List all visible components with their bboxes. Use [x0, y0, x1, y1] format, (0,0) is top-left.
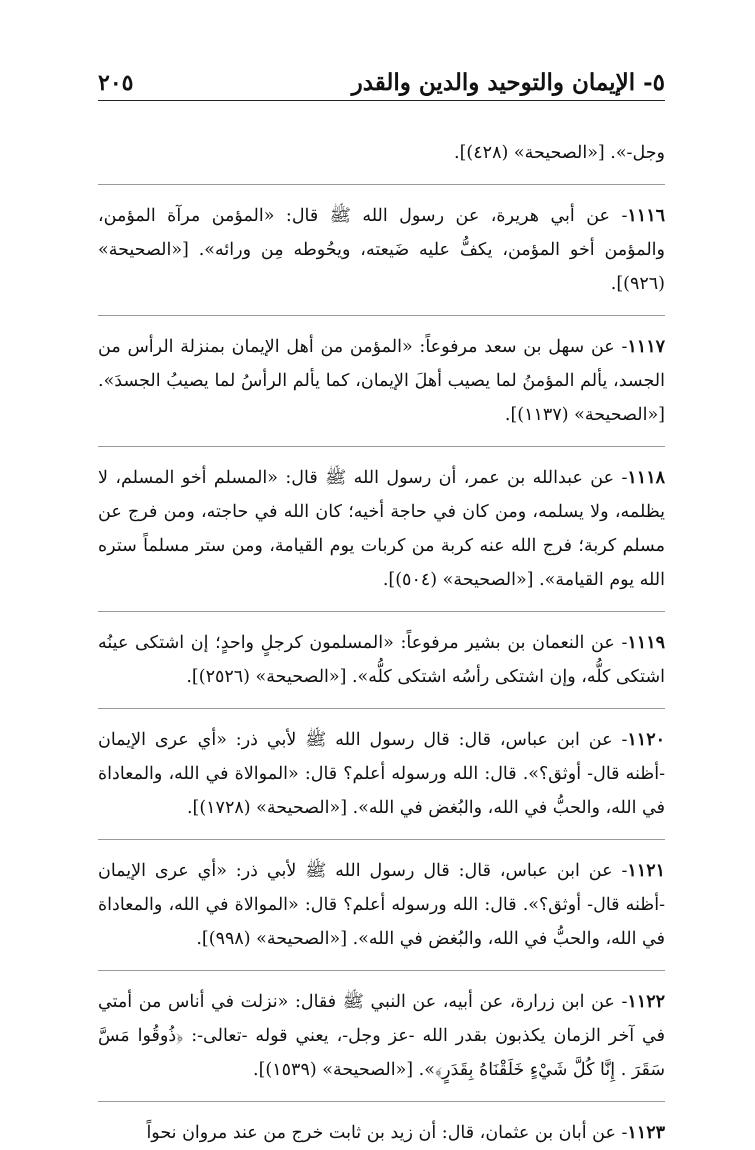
hadith-entry: [98, 626, 665, 694]
hadith-number: ١١٢٠: [627, 730, 665, 750]
hadith-text: - عن ابن عباس، قال: قال رسول الله ﷺ لأبي ذر: «أي عرى الإيمان -أظنه قال- أوثق؟». قال: الله ورسوله أعلم؟ قال: «الموالاة في الله، والمعاداة في الله، والحبُّ في الله، والبُغض في الله». [«الصحيحة» (١٧٢٨)].: [98, 730, 665, 818]
entry-divider: [98, 611, 665, 612]
hadith-number: ١١٢٢: [627, 992, 665, 1012]
hadith-text: - عن أبان بن عثمان، قال: أن زيد بن ثابت خرج من عند مروان نحواً: [146, 1123, 628, 1143]
page-body: [98, 136, 665, 1150]
hadith-text: - عن سهل بن سعد مرفوعاً: «المؤمن من أهل الإيمان بمنزلة الرأس من الجسد، يألم المؤمنُ لما يصيب أهلَ الإيمان، كما يألم الرأسُ لما يصيبُ الجسدَ». [«الصحيحة» (١١٣٧)].: [98, 337, 665, 425]
entry-divider: [98, 184, 665, 185]
hadith-number: ١١١٦: [627, 206, 665, 226]
hadith-entry: [98, 854, 665, 956]
entry-divider: [98, 315, 665, 316]
hadith-text: - عن عبدالله بن عمر، أن رسول الله ﷺ قال: «المسلم أخو المسلم، لا يظلمه، ولا يسلمه، ومن كان في حاجة أخيه؛ كان الله في حاجته، ومن فرج عن مسلم كربة؛ فرج الله عنه كربة من كربات يوم القيامة، ومن ستر مسلماً ستره الله يوم القيامة». [«الصحيحة» (٥٠٤)].: [98, 468, 665, 590]
page-header: [98, 58, 665, 98]
entry-divider: [98, 839, 665, 840]
hadith-entry: [98, 1116, 665, 1150]
entry-divider: [98, 446, 665, 447]
hadith-number: ١١٢٣: [627, 1123, 665, 1143]
hadith-entry: [98, 723, 665, 825]
hadith-number: ١١١٧: [627, 337, 665, 357]
continuation-text: وجل-». [«الصحيحة» (٤٢٨)].: [454, 143, 665, 163]
hadith-number: ١١١٨: [627, 468, 665, 488]
hadith-text: - عن أبي هريرة، عن رسول الله ﷺ قال: «المؤمن مرآة المؤمن، والمؤمن أخو المؤمن، يكفُّ عليه ضَيعته، ويحُوطه مِن ورائه». [«الصحيحة» (٩٢٦)].: [98, 206, 665, 294]
hadith-entry: [98, 330, 665, 432]
hadith-text: - عن ابن زرارة، عن أبيه، عن النبي ﷺ فقال: «نزلت في أناس من أمتي في آخر الزمان يكذبون بقدر الله -عز وجل-، يعني قوله -تعالى-: ﴿ذُوقُوا مَسَّ سَقَرَ . إِنَّا كُلَّ شَيْءٍ خَلَقْنَاهُ بِقَدَرٍ﴾». [«الصحيحة» (١٥٣٩)].: [98, 992, 665, 1080]
hadith-number: ١١١٩: [627, 633, 665, 653]
header-divider: [98, 100, 665, 101]
hadith-text: - عن ابن عباس، قال: قال رسول الله ﷺ لأبي ذر: «أي عرى الإيمان -أظنه قال- أوثق؟». قال: الله ورسوله أعلم؟ قال: «الموالاة في الله، والمعاداة في الله، والحبُّ في الله، والبُغض في الله». [«الصحيحة» (٩٩٨)].: [98, 861, 665, 949]
entry-divider: [98, 708, 665, 709]
entry-divider: [98, 970, 665, 971]
hadith-text: - عن النعمان بن بشير مرفوعاً: «المسلمون كرجلٍ واحدٍ؛ إن اشتكى عينُه اشتكى كلُّه، وإن اشتكى رأسُه اشتكى كلُّه». [«الصحيحة» (٢٥٢٦)].: [98, 633, 665, 687]
hadith-entry: [98, 461, 665, 597]
hadith-entry: [98, 199, 665, 301]
chapter-title: ٥- الإيمان والتوحيد والدين والقدر: [351, 69, 665, 96]
hadith-entry: [98, 985, 665, 1087]
entry-divider: [98, 1101, 665, 1102]
page-number: ٢٠٥: [98, 70, 134, 96]
hadith-number: ١١٢١: [627, 861, 665, 881]
